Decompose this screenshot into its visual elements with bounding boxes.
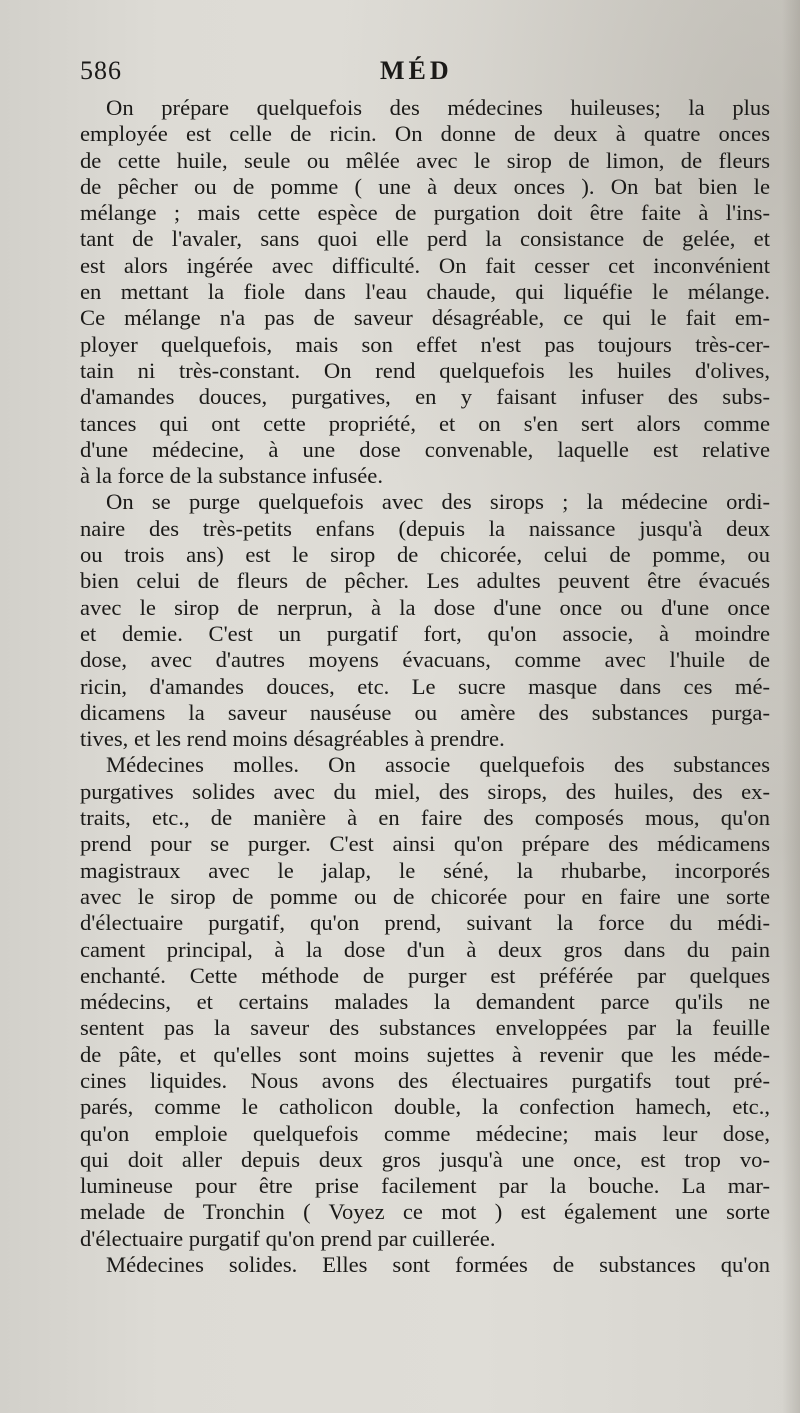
text-line: avec le sirop de nerprun, à la dose d'une once ou d'une once — [80, 594, 770, 620]
text-line: qu'on emploie quelquefois comme médecine; mais leur dose, — [80, 1120, 770, 1146]
text-line: lumineuse pour être prise facilement par la bouche. La mar- — [80, 1173, 770, 1199]
text-line: mélange ; mais cette espèce de purgation doit être faite à l'ins- — [80, 200, 770, 226]
text-line: On prépare quelquefois des médecines huileuses; la plus — [106, 95, 770, 120]
text-line: qui doit aller depuis deux gros jusqu'à une once, est trop vo- — [80, 1146, 770, 1172]
text-line: avec le sirop de pomme ou de chicorée pour en faire une sorte — [80, 883, 770, 909]
text-line: enchanté. Cette méthode de purger est préférée par quelques — [80, 962, 770, 988]
text-line: médecins, et certains malades la demandent parce qu'ils ne — [80, 989, 770, 1015]
page-header — [80, 56, 770, 92]
text-line: bien celui de fleurs de pêcher. Les adultes peuvent être évacués — [80, 568, 770, 594]
page-edge-shadow — [782, 0, 800, 1413]
text-line: et demie. C'est un purgatif fort, qu'on associe, à moindre — [80, 620, 770, 646]
text-line: ou trois ans) est le sirop de chicorée, celui de pomme, ou — [80, 542, 770, 568]
text-line: dicamens la saveur nauséuse ou amère des substances purga- — [80, 699, 770, 725]
page-number: 586 — [80, 56, 122, 85]
text-line: tain ni très-constant. On rend quelquefois les huiles d'olives, — [80, 357, 770, 383]
text-line: prend pour se purger. C'est ainsi qu'on prépare des médicamens — [80, 831, 770, 857]
text-line: d'une médecine, à une dose convenable, laquelle est relative — [80, 436, 770, 462]
text-line: Médecines molles. On associe quelquefois des substances — [106, 752, 770, 778]
text-line: tant de l'avaler, sans quoi elle perd la consistance de gelée, et — [80, 226, 770, 252]
text-line: ployer quelquefois, mais son effet n'est pas toujours très-cer- — [80, 331, 770, 357]
text-line: On se purge quelquefois avec des sirops ; la médecine ordi- — [106, 489, 770, 515]
text-line: parés, comme le catholicon double, la confection hamech, etc., — [80, 1094, 770, 1120]
text-line: Médecines solides. Elles sont formées de substances qu'on — [106, 1252, 770, 1278]
text-line: Ce mélange n'a pas de saveur désagréable, ce qui le fait em- — [80, 305, 770, 331]
body-text — [80, 95, 770, 1278]
text-line: sentent pas la saveur des substances enveloppées par la feuille — [80, 1015, 770, 1041]
text-line: melade de Tronchin ( Voyez ce mot ) est également une sorte — [80, 1199, 770, 1225]
text-line: cament principal, à la dose d'un à deux gros dans du pain — [80, 936, 770, 962]
text-line: en mettant la fiole dans l'eau chaude, qui liquéfie le mélange. — [80, 279, 770, 305]
text-line: employée est celle de ricin. On donne de deux à quatre onces — [80, 121, 770, 147]
text-line: cines liquides. Nous avons des électuaires purgatifs tout pré- — [80, 1067, 770, 1093]
text-line: tances qui ont cette propriété, et on s'en sert alors comme — [80, 410, 770, 436]
text-line: purgatives solides avec du miel, des sirops, des huiles, des ex- — [80, 778, 770, 804]
text-line: de cette huile, seule ou mêlée avec le sirop de limon, de fleurs — [80, 147, 770, 173]
text-line: tives, et les rend moins désagréables à prendre. — [80, 726, 505, 752]
text-line: de pêcher ou de pomme ( une à deux onces ). On bat bien le — [80, 173, 770, 199]
text-line: ricin, d'amandes douces, etc. Le sucre masque dans ces mé- — [80, 673, 770, 699]
text-line: de pâte, et qu'elles sont moins sujettes à revenir que les méde- — [80, 1041, 770, 1067]
text-line: à la force de la substance infusée. — [80, 463, 383, 489]
text-line: d'électuaire purgatif qu'on prend par cuillerée. — [80, 1225, 496, 1251]
text-line: d'amandes douces, purgatives, en y faisant infuser des subs- — [80, 384, 770, 410]
running-head: MÉD — [380, 56, 453, 85]
text-line: dose, avec d'autres moyens évacuans, comme avec l'huile de — [80, 647, 770, 673]
text-line: est alors ingérée avec difficulté. On fait cesser cet inconvénient — [80, 252, 770, 278]
text-line: traits, etc., de manière à en faire des composés mous, qu'on — [80, 805, 770, 831]
text-line: d'électuaire purgatif, qu'on prend, suivant la force du médi- — [80, 910, 770, 936]
text-line: naire des très-petits enfans (depuis la naissance jusqu'à deux — [80, 515, 770, 541]
text-line: magistraux avec le jalap, le séné, la rhubarbe, incorporés — [80, 857, 770, 883]
